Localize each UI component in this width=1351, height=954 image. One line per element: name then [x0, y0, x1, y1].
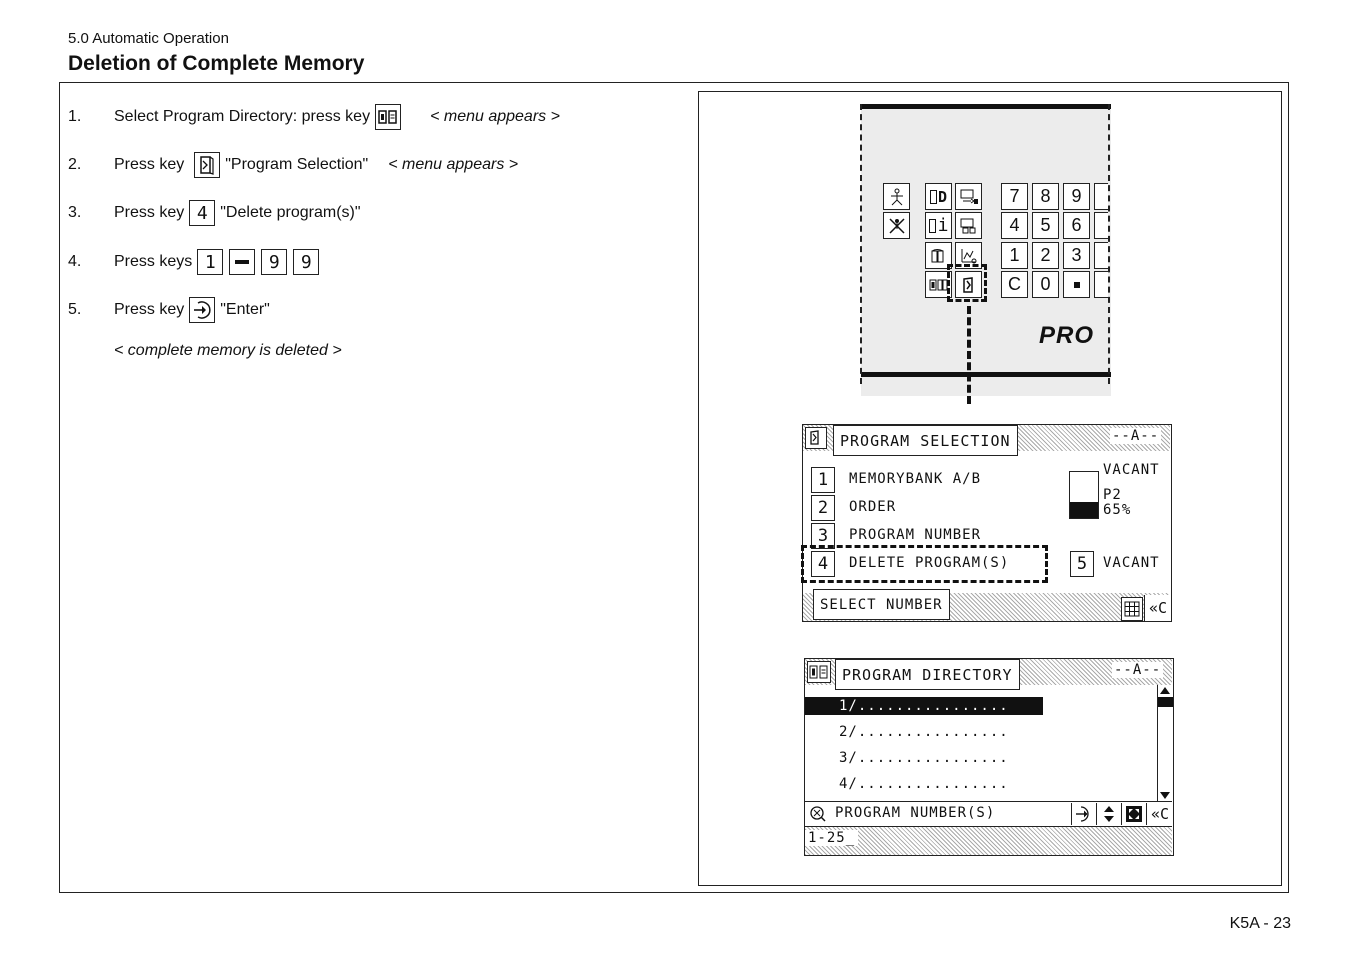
key-minus-partial [1094, 271, 1108, 298]
memory-gauge [1069, 471, 1099, 519]
input-area [805, 827, 1172, 855]
scrollbar[interactable] [1157, 685, 1173, 801]
step-text: Press key [114, 156, 185, 173]
key-dot [1063, 271, 1090, 298]
page-title: Deletion of Complete Memory [68, 52, 365, 75]
key-1: 1 [1001, 242, 1028, 269]
scroll-down-arrow-icon[interactable] [1160, 792, 1170, 799]
step-4 [68, 249, 320, 275]
scroll-up-arrow-icon[interactable] [1160, 687, 1170, 694]
step-text: Press key [114, 204, 185, 221]
key-3: 3 [1063, 242, 1090, 269]
enter-icon[interactable] [1071, 803, 1096, 825]
step-note: < menu appears > [430, 108, 560, 125]
key-0: 0 [1032, 271, 1059, 298]
key-6: 6 [1063, 212, 1090, 239]
scroll-thumb[interactable] [1158, 697, 1173, 707]
gauge-vacant-label: VACANT [1103, 462, 1160, 478]
step-note: < menu appears > [388, 156, 519, 173]
step-3 [68, 200, 361, 226]
key-minus [229, 249, 255, 275]
key-5: 5 [1032, 212, 1059, 239]
enter-key-icon [189, 297, 215, 323]
mode-indicator: --A-- [1112, 428, 1160, 444]
program-directory-screen [804, 658, 1174, 856]
step-number: 5. [68, 301, 82, 318]
cut-line-left [860, 104, 862, 384]
key-4: 4 [1001, 212, 1028, 239]
key-8: 8 [1032, 183, 1059, 210]
key-2: 2 [1032, 242, 1059, 269]
option-delete-programs[interactable]: DELETE PROGRAM(S) [849, 555, 1010, 571]
step-number: 1. [68, 108, 82, 125]
person-cancel-icon [883, 212, 910, 239]
directory-row[interactable]: 4/................ [839, 776, 1009, 792]
section-heading: 5.0 Automatic Operation [68, 30, 229, 47]
option-vacant[interactable]: VACANT [1103, 555, 1160, 571]
step-text-post: "Delete program(s)" [220, 204, 361, 221]
key-partial [1094, 242, 1108, 269]
program-selection-key-icon [194, 152, 220, 178]
panel-top-edge [861, 104, 1111, 109]
program-directory-icon [807, 661, 831, 683]
back-button[interactable]: «C [1146, 803, 1173, 825]
step-5 [68, 297, 270, 323]
option-key-4[interactable]: 4 [811, 551, 835, 577]
directory-row[interactable]: 3/................ [839, 750, 1009, 766]
option-program-number[interactable]: PROGRAM NUMBER [849, 527, 982, 543]
step-text: Press keys [114, 253, 193, 270]
key-plus-partial [1094, 183, 1108, 210]
option-highlight [801, 545, 1048, 583]
mode-indicator: --A-- [1114, 662, 1162, 678]
directory-row[interactable]: 2/................ [839, 724, 1009, 740]
gauge-percent-label: 65% [1103, 502, 1132, 518]
back-button[interactable]: «C [1144, 595, 1171, 621]
step-text-post: "Enter" [220, 301, 270, 318]
program-selection-icon [805, 427, 827, 449]
option-order[interactable]: ORDER [849, 499, 897, 515]
directory-d-icon: D [925, 183, 952, 210]
key-1: 1 [197, 249, 223, 275]
search-icon [808, 804, 828, 824]
key-9: 9 [261, 249, 287, 275]
screen-title: PROGRAM DIRECTORY [835, 659, 1020, 690]
step-text: Select Program Directory: press key [114, 108, 371, 125]
key-c: C [1001, 271, 1028, 298]
brand-logo: PRO [1039, 322, 1095, 349]
program-selection-screen [802, 424, 1172, 622]
program-directory-key-icon [375, 104, 401, 130]
step-number: 3. [68, 204, 82, 221]
prompt-label: SELECT NUMBER [813, 589, 950, 620]
illustration-frame [698, 91, 1282, 886]
cut-line-right [1108, 104, 1110, 384]
step-text-post: "Program Selection" [225, 156, 369, 173]
control-panel [861, 104, 1111, 396]
page-number: K5A - 23 [1229, 915, 1291, 932]
option-key-1[interactable]: 1 [811, 467, 835, 493]
key-highlight [947, 264, 987, 302]
memory-gauge-fill [1070, 502, 1098, 518]
option-memorybank[interactable]: MEMORYBANK A/B [849, 471, 982, 487]
directory-info-icon: i [925, 212, 952, 239]
screen-title: PROGRAM SELECTION [833, 425, 1018, 456]
step-number: 2. [68, 156, 82, 173]
step-1 [68, 104, 560, 130]
gauge-program-label: P2 [1103, 487, 1122, 503]
step-2 [68, 152, 518, 178]
result-note: < complete memory is deleted > [114, 342, 342, 359]
program-number-input[interactable]: 1-25_ [805, 830, 858, 846]
transfer-in-icon [955, 212, 982, 239]
expand-icon[interactable] [1121, 803, 1146, 825]
connector-line [967, 306, 971, 404]
directory-row-selected[interactable]: 1/................ [805, 697, 1043, 715]
option-key-5[interactable]: 5 [1070, 551, 1094, 577]
prompt-label: PROGRAM NUMBER(S) [835, 805, 996, 821]
step-text: Press key [114, 301, 185, 318]
step-number: 4. [68, 253, 82, 270]
keyboard-grid-icon [1121, 597, 1143, 621]
key-9: 9 [293, 249, 319, 275]
option-key-3[interactable]: 3 [811, 523, 835, 549]
key-x-partial [1094, 212, 1108, 239]
key-4: 4 [189, 200, 215, 226]
key-7: 7 [1001, 183, 1028, 210]
key-9: 9 [1063, 183, 1090, 210]
option-key-2[interactable]: 2 [811, 495, 835, 521]
transfer-out-icon [955, 183, 982, 210]
panel-bottom-edge [861, 372, 1111, 377]
person-icon [883, 183, 910, 210]
up-down-icon[interactable] [1096, 803, 1121, 825]
